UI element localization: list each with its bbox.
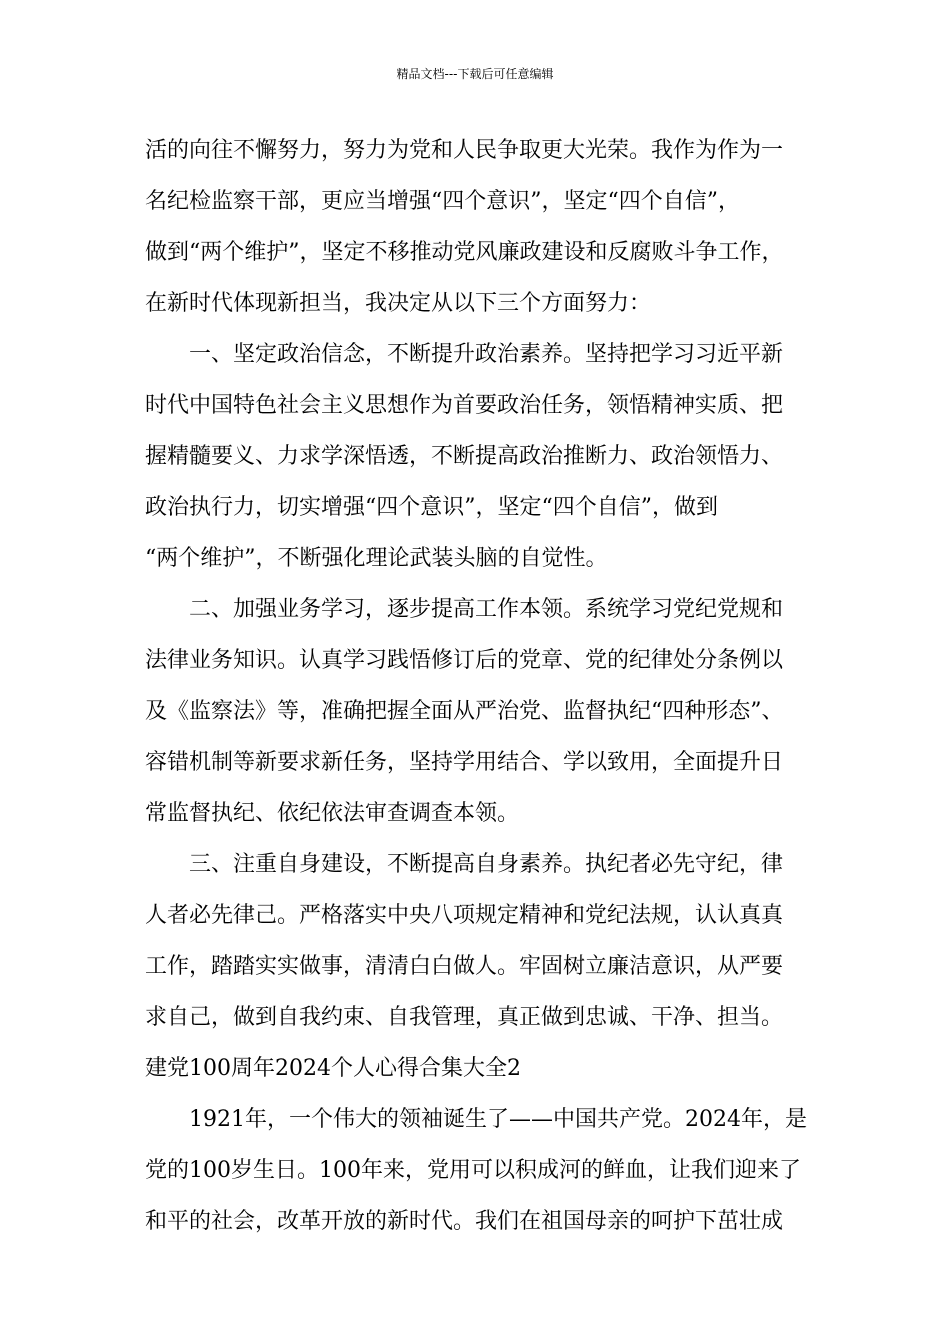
text-line: 在新时代体现新担当，我决定从以下三个方面努力： (145, 291, 652, 316)
text-line: 时代中国特色社会主义思想作为首要政治任务，领悟精神实质、把 (145, 393, 784, 418)
paragraph-start-line: 三、注重自身建设，不断提高自身素养。执纪者必先守纪，律 (189, 852, 784, 877)
text-line: 党的100岁生日。100年来，党用可以积成河的鲜血，让我们迎来了 (145, 1158, 801, 1183)
text-line: 和平的社会，改革开放的新时代。我们在祖国母亲的呵护下茁壮成 (145, 1209, 784, 1234)
paragraph-start-line: 一、坚定政治信念，不断提升政治素养。坚持把学习习近平新 (189, 342, 784, 367)
text-line: 法律业务知识。认真学习践悟修订后的党章、党的纪律处分条例以 (145, 648, 784, 673)
paragraph-start-line: 1921年，一个伟大的领袖诞生了——中国共产党。2024年，是 (189, 1107, 807, 1132)
text-line: 做到“两个维护”，坚定不移推动党风廉政建设和反腐败斗争工作， (145, 240, 784, 265)
text-line: 工作，踏踏实实做事，清清白白做人。牢固树立廉洁意识，从严要 (145, 954, 784, 979)
page-header: 精品文档---下载后可任意编辑 (396, 67, 554, 81)
text-line: 及《监察法》等，准确把握全面从严治党、监督执纪“四种形态”、 (145, 699, 784, 724)
text-line: 常监督执纪、依纪依法审查调查本领。 (145, 801, 520, 826)
text-line: 求自己，做到自我约束、自我管理，真正做到忠诚、干净、担当。 (145, 1005, 784, 1030)
text-line: 活的向往不懈努力，努力为党和人民争取更大光荣。我作为作为一 (145, 138, 784, 163)
text-line: 名纪检监察干部，更应当增强“四个意识”，坚定“四个自信”， (145, 189, 740, 214)
document-body (145, 125, 805, 1247)
paragraph-start-line: 二、加强业务学习，逐步提高工作本领。系统学习党纪党规和 (189, 597, 784, 622)
text-line: 握精髓要义、力求学深悟透，不断提高政治推断力、政治领悟力、 (145, 444, 784, 469)
text-line: 容错机制等新要求新任务，坚持学用结合、学以致用，全面提升日 (145, 750, 784, 775)
text-line: “两个维护”，不断强化理论武装头脑的自觉性。 (145, 546, 608, 571)
section-heading: 建党100周年2024个人心得合集大全2 (145, 1056, 521, 1081)
text-line: 政治执行力，切实增强“四个意识”，坚定“四个自信”，做到 (145, 495, 718, 520)
text-line: 人者必先律己。严格落实中央八项规定精神和党纪法规，认认真真 (145, 903, 784, 928)
